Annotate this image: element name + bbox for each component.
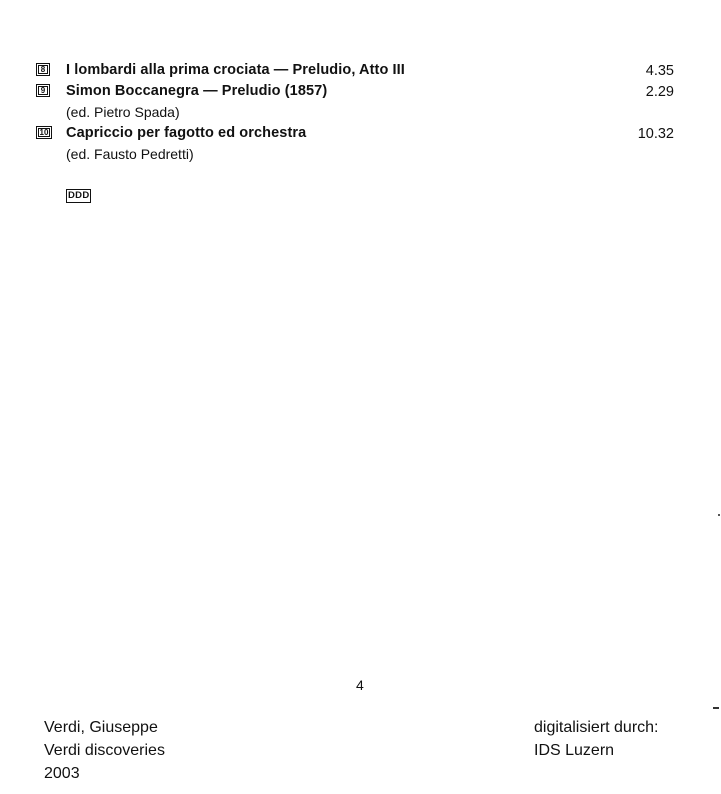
digitization-label: digitalisiert durch: xyxy=(534,719,659,736)
track-editor: (ed. Fausto Pedretti) xyxy=(66,146,194,162)
catalog-year: 2003 xyxy=(44,765,80,782)
catalog-composer: Verdi, Giuseppe xyxy=(44,719,158,736)
track-duration: 4.35 xyxy=(645,63,674,79)
track-number-badge: 9 xyxy=(36,84,50,97)
track-title: I lombardi alla prima crociata — Preludio, Atto III xyxy=(66,62,405,78)
scan-artifact-mark xyxy=(713,707,719,709)
scan-artifact-mark xyxy=(718,514,720,516)
track-duration: 2.29 xyxy=(645,84,674,100)
digitization-institution: IDS Luzern xyxy=(534,742,615,759)
track-title: Simon Boccanegra — Preludio (1857) xyxy=(66,83,328,99)
track-duration: 10.32 xyxy=(637,126,674,142)
catalog-album: Verdi discoveries xyxy=(44,742,165,759)
track-editor: (ed. Pietro Spada) xyxy=(66,104,180,120)
ddd-recording-badge: DDD xyxy=(68,190,90,201)
track-number-badge: 10 xyxy=(36,126,52,139)
track-number-badge: 8 xyxy=(36,63,50,76)
track-title: Capriccio per fagotto ed orchestra xyxy=(66,125,307,141)
page-number: 4 xyxy=(356,677,364,693)
